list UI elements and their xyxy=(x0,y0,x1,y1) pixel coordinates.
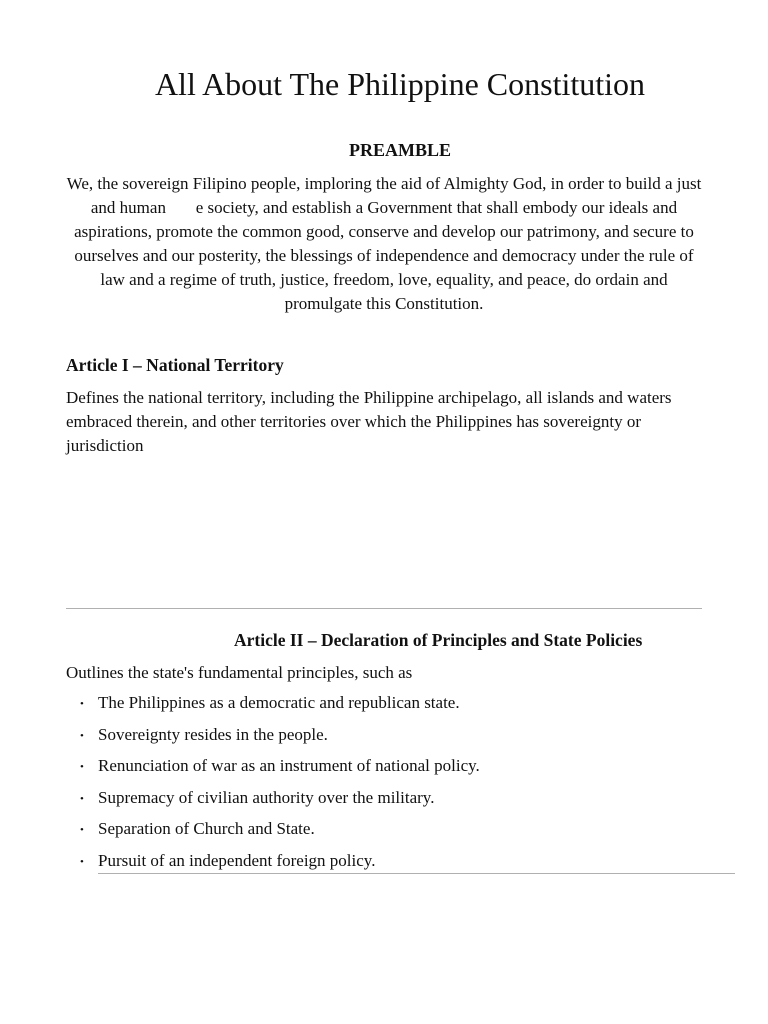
page-title: All About The Philippine Constitution xyxy=(154,66,646,102)
list-item xyxy=(66,849,736,881)
article-2-heading: Article II – Declaration of Principles and State Policies xyxy=(234,630,643,650)
bullet-icon: • xyxy=(80,824,84,836)
bullet-icon: • xyxy=(80,729,84,742)
section-divider xyxy=(66,608,702,609)
list-item-text: Separation of Church and State. xyxy=(98,819,315,838)
list-item-text: Pursuit of an independent foreign policy. xyxy=(98,850,376,870)
list-item xyxy=(66,754,736,786)
bullet-icon: • xyxy=(80,698,84,710)
bullet-icon: • xyxy=(80,761,84,773)
list-item-text: Renunciation of war as an instrument of national policy. xyxy=(98,756,480,775)
article-1-heading: Article I – National Territory xyxy=(66,355,284,375)
list-underline xyxy=(98,873,735,874)
preamble-heading: PREAMBLE xyxy=(348,140,451,160)
list-item xyxy=(66,691,736,723)
list-item xyxy=(66,786,736,818)
list-item xyxy=(66,723,736,755)
bullet-icon: • xyxy=(80,855,84,868)
bullet-icon: • xyxy=(80,792,84,805)
article-2-intro: Outlines the state's fundamental principles, such as xyxy=(66,663,413,682)
principles-list xyxy=(66,691,736,880)
list-item xyxy=(66,817,736,849)
list-item-text: The Philippines as a democratic and republican state. xyxy=(98,693,460,712)
list-item-text: Supremacy of civilian authority over the military. xyxy=(98,787,435,807)
list-item-text: Sovereignty resides in the people. xyxy=(98,724,328,744)
article-1-text: Defines the national territory, including the Philippine archipelago, all islands and waters embraced therein, and other territories over which the Philippines has sovereignty or jurisdiction xyxy=(66,388,672,455)
preamble-text: We, the sovereign Filipino people, imploring the aid of Almighty God, in order to build a just and human e society, and establish a Government that shall embody our ideals and aspirations, promote the common good, conserve and develop our patrimony, and secure to ourselves and our posterity, the blessings of independence and democracy under the rule of law and a regime of truth, justice, freedom, love, equality, and peace, do ordain and promulgate this Constitution. xyxy=(66,174,702,313)
